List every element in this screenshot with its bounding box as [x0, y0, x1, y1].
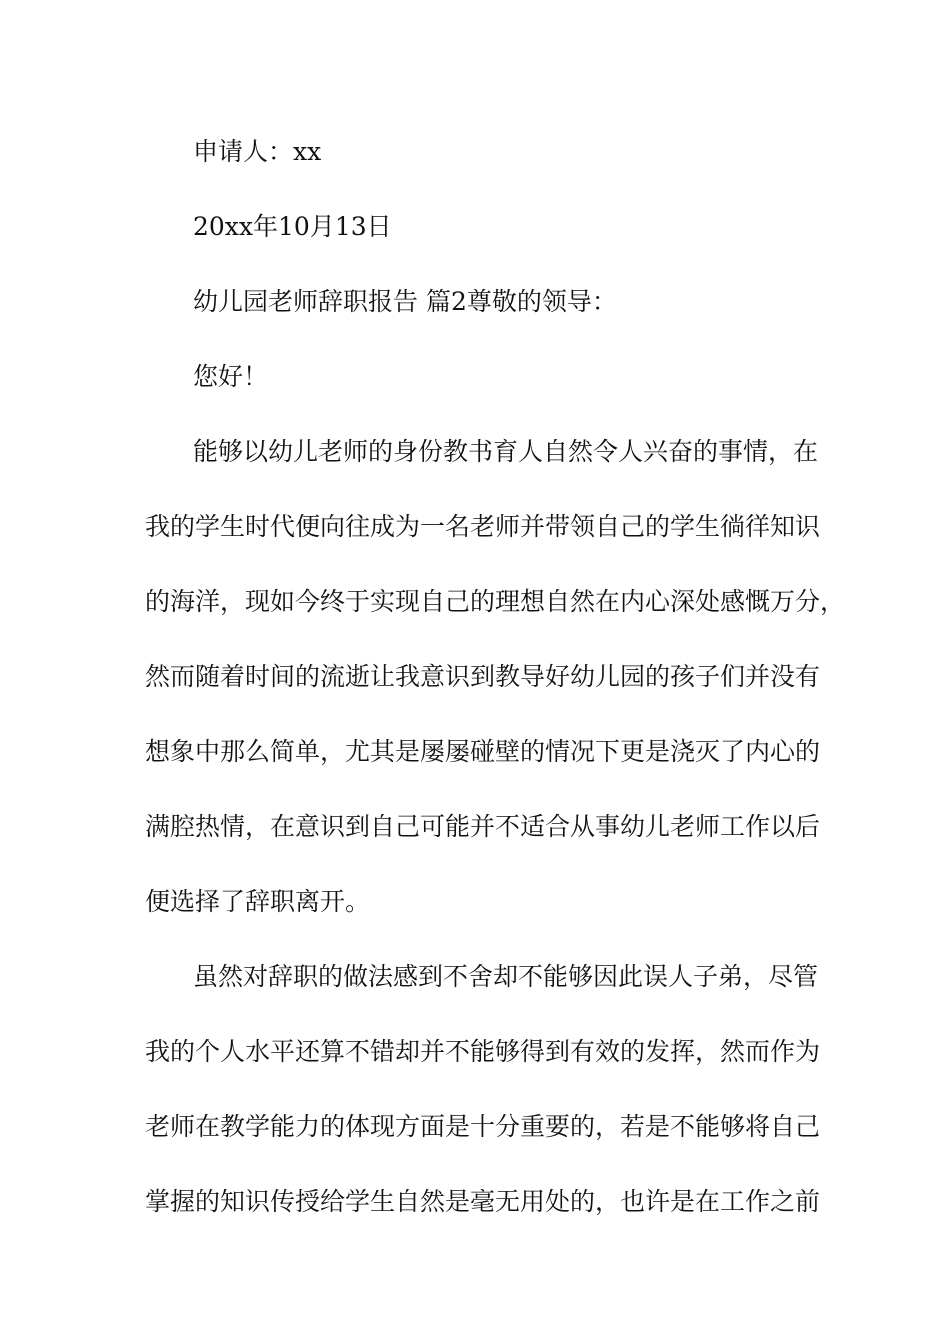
report-heading-line: 幼儿园老师辞职报告 篇2尊敬的领导：	[193, 287, 617, 316]
paragraph2-line: 老师在教学能力的体现方面是十分重要的，若是不能够将自己	[145, 1112, 821, 1141]
paragraph2-line: 虽然对辞职的做法感到不舍却不能够因此误人子弟，尽管	[193, 962, 819, 991]
paragraph2-line: 我的个人水平还算不错却并不能够得到有效的发挥，然而作为	[145, 1037, 821, 1066]
paragraph1-line: 便选择了辞职离开。	[145, 887, 371, 916]
date-line: 20xx年10月13日	[193, 212, 392, 241]
greeting-line: 您好！	[193, 362, 269, 391]
applicant-line: 申请人：xx	[193, 137, 322, 166]
paragraph1-line: 满腔热情，在意识到自己可能并不适合从事幼儿老师工作以后	[145, 812, 821, 841]
paragraph1-line: 然而随着时间的流逝让我意识到教导好幼儿园的孩子们并没有	[145, 662, 821, 691]
paragraph2-line: 掌握的知识传授给学生自然是毫无用处的，也许是在工作之前	[145, 1187, 821, 1216]
paragraph1-line: 的海洋，现如今终于实现自己的理想自然在内心深处感慨万分，	[145, 587, 846, 616]
paragraph1-line: 想象中那么简单，尤其是屡屡碰壁的情况下更是浇灭了内心的	[145, 737, 821, 766]
paragraph1-line: 能够以幼儿老师的身份教书育人自然令人兴奋的事情，在	[193, 437, 819, 466]
paragraph1-line: 我的学生时代便向往成为一名老师并带领自己的学生徜徉知识	[145, 512, 821, 541]
